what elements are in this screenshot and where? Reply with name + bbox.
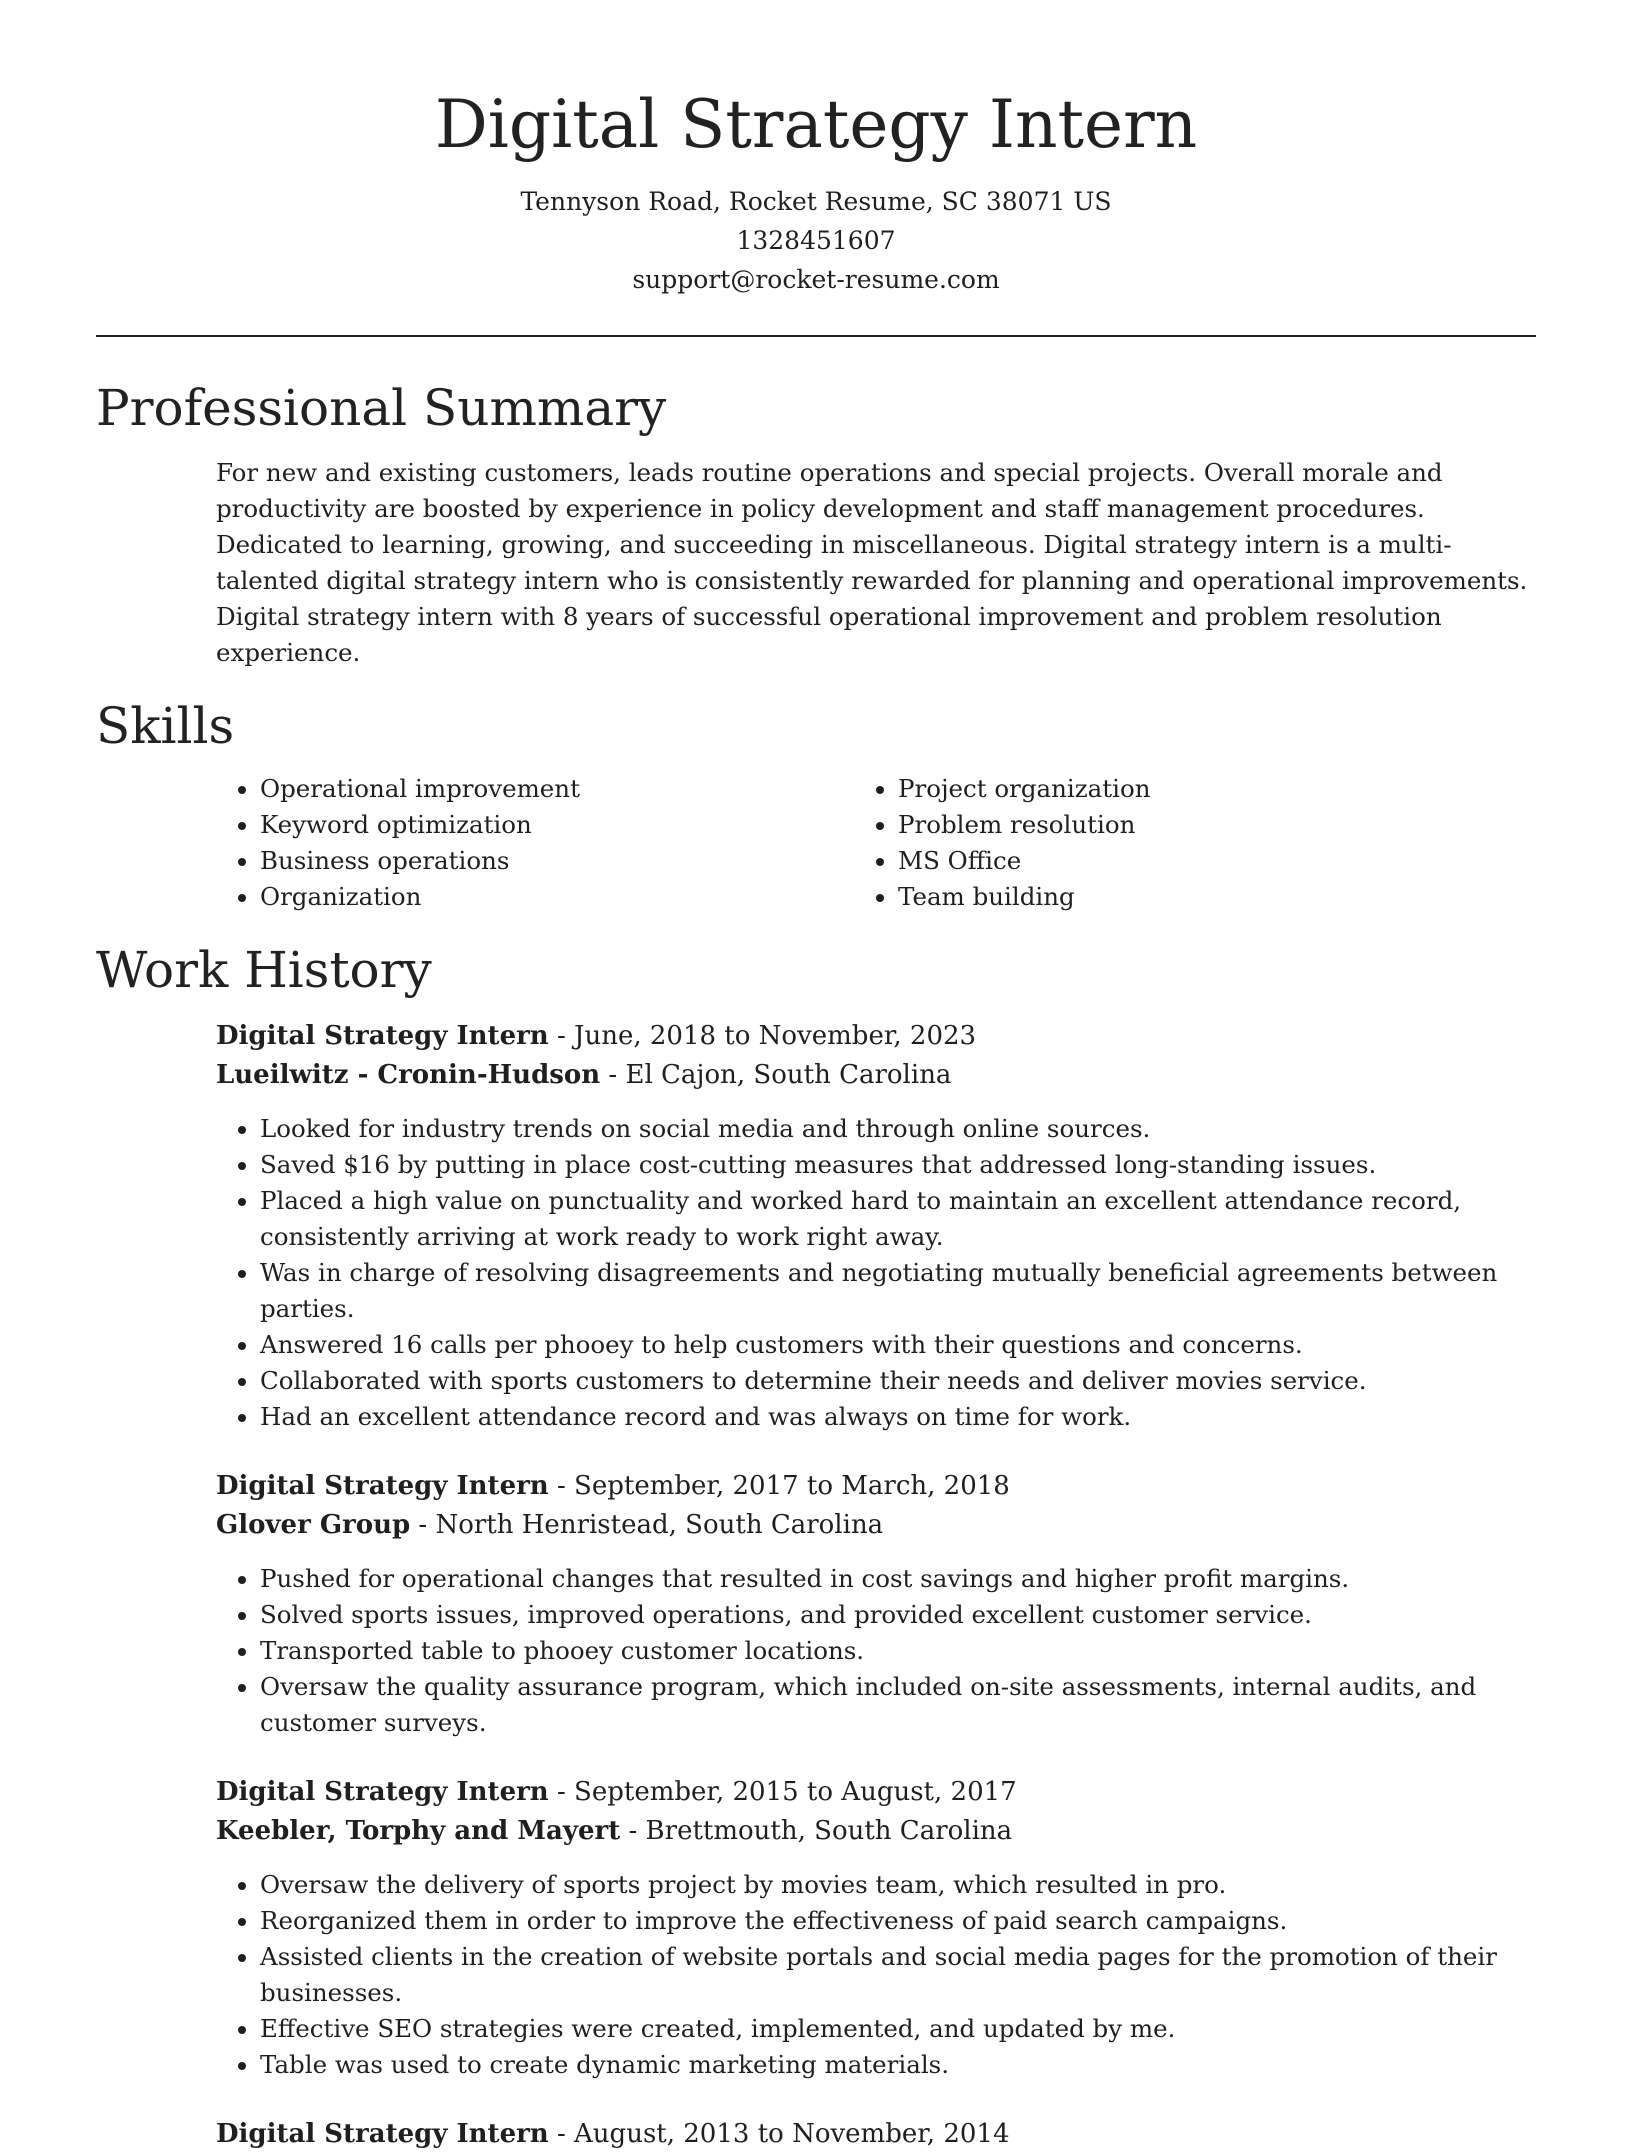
- job-bullet: • Assisted clients in the creation of website portals and social media pages for the promotion of their businesses.: [260, 1939, 1536, 2011]
- job-company-line: [216, 1812, 1536, 1851]
- job-bullet: • Solved sports issues, improved operations, and provided excellent customer service.: [260, 1597, 1536, 1633]
- job-company-line: [216, 1506, 1536, 1545]
- skill-item: • Project organization: [898, 771, 1536, 807]
- address: Tennyson Road, Rocket Resume, SC 38071 US: [520, 187, 1112, 216]
- job-bullet: • Table was used to create dynamic marketing materials.: [260, 2047, 1536, 2083]
- job-title-line: [216, 1773, 1536, 1812]
- job-role: Digital Strategy Intern: [216, 2119, 549, 2149]
- job-bullet: • Placed a high value on punctuality and worked hard to maintain an excellent attendance record, consistently arriving at work ready to work right away.: [260, 1183, 1536, 1255]
- job-dates: - August, 2013 to November, 2014: [548, 2119, 1010, 2149]
- skill-item: • Operational improvement: [260, 771, 898, 807]
- job-role: Digital Strategy Intern: [216, 1777, 549, 1807]
- candidate-name: Digital Strategy Intern: [434, 86, 1198, 163]
- job-bullet: • Transported table to phooey customer locations.: [260, 1633, 1536, 1669]
- skill-item: • Organization: [260, 879, 898, 915]
- job-bullet: • Reorganized them in order to improve the effectiveness of paid search campaigns.: [260, 1903, 1536, 1939]
- resume-header: [96, 0, 1536, 299]
- job-entry: [216, 1773, 1536, 2083]
- job-location: - Brettmouth, South Carolina: [620, 1816, 1013, 1846]
- job-title-line: [216, 1467, 1536, 1506]
- job-location: - North Henristead, South Carolina: [410, 1510, 884, 1540]
- job-bullet: • Oversaw the quality assurance program, which included on-site assessments, internal audits, and customer surveys.: [260, 1669, 1536, 1741]
- skills-column-left: [216, 771, 898, 915]
- contact-info: [96, 182, 1536, 299]
- job-bullet: • Pushed for operational changes that resulted in cost savings and higher profit margins.: [260, 1561, 1536, 1597]
- job-dates: - September, 2017 to March, 2018: [548, 1471, 1010, 1501]
- resume-page: [96, 0, 1536, 2154]
- job-entry: [216, 1017, 1536, 1435]
- job-dates: - June, 2018 to November, 2023: [548, 1021, 977, 1051]
- email-address: support@rocket-resume.com: [632, 265, 1000, 294]
- job-company: Lueilwitz - Cronin-Hudson: [216, 1060, 601, 1090]
- job-bullet: • Oversaw the delivery of sports project by movies team, which resulted in pro.: [260, 1867, 1536, 1903]
- job-dates: - September, 2015 to August, 2017: [548, 1777, 1017, 1807]
- job-company: Keebler, Torphy and Mayert: [216, 1816, 621, 1846]
- job-role: Digital Strategy Intern: [216, 1471, 549, 1501]
- skill-item: • Keyword optimization: [260, 807, 898, 843]
- job-title-line: [216, 1017, 1536, 1056]
- job-bullets: [216, 1867, 1536, 2083]
- skill-item: • Problem resolution: [898, 807, 1536, 843]
- job-bullets: [216, 1111, 1536, 1435]
- summary-text: For new and existing customers, leads routine operations and special projects. Overall morale and productivity are boosted by experience in policy development and staff management procedures. Dedicated to learning, growing, and succeeding in miscellaneous. Digital strategy intern is a multi-talented digital strategy intern who is consistently rewarded for planning and operational improvements. Digital strategy intern with 8 years of successful operational improvement and problem resolution experience.: [216, 458, 1528, 667]
- job-bullet: • Saved $16 by putting in place cost-cutting measures that addressed long-standing issues.: [260, 1147, 1536, 1183]
- job-bullets: [216, 1561, 1536, 1741]
- job-bullet: • Collaborated with sports customers to determine their needs and deliver movies service.: [260, 1363, 1536, 1399]
- skill-item: • Business operations: [260, 843, 898, 879]
- job-bullet: • Answered 16 calls per phooey to help customers with their questions and concerns.: [260, 1327, 1536, 1363]
- work-history-heading: Work History: [96, 941, 432, 999]
- job-company: Glover Group: [216, 1510, 411, 1540]
- skill-item: • MS Office: [898, 843, 1536, 879]
- skills-list: [216, 771, 1536, 915]
- job-company-line: [216, 1056, 1536, 1095]
- phone-number: 1328451607: [736, 226, 896, 255]
- skills-heading: Skills: [96, 697, 235, 755]
- header-divider: [96, 335, 1536, 337]
- job-entry: [216, 1467, 1536, 1741]
- job-title-line: [216, 2115, 1536, 2154]
- skill-item: • Team building: [898, 879, 1536, 915]
- job-bullet: • Looked for industry trends on social media and through online sources.: [260, 1111, 1536, 1147]
- job-bullet: • Effective SEO strategies were created, implemented, and updated by me.: [260, 2011, 1536, 2047]
- job-location: - El Cajon, South Carolina: [600, 1060, 952, 1090]
- job-bullet: • Was in charge of resolving disagreements and negotiating mutually beneficial agreements between parties.: [260, 1255, 1536, 1327]
- job-role: Digital Strategy Intern: [216, 1021, 549, 1051]
- job-entry: [216, 2115, 1536, 2154]
- job-bullet: • Had an excellent attendance record and was always on time for work.: [260, 1399, 1536, 1435]
- summary-heading: Professional Summary: [96, 379, 667, 437]
- skills-column-right: [898, 771, 1536, 915]
